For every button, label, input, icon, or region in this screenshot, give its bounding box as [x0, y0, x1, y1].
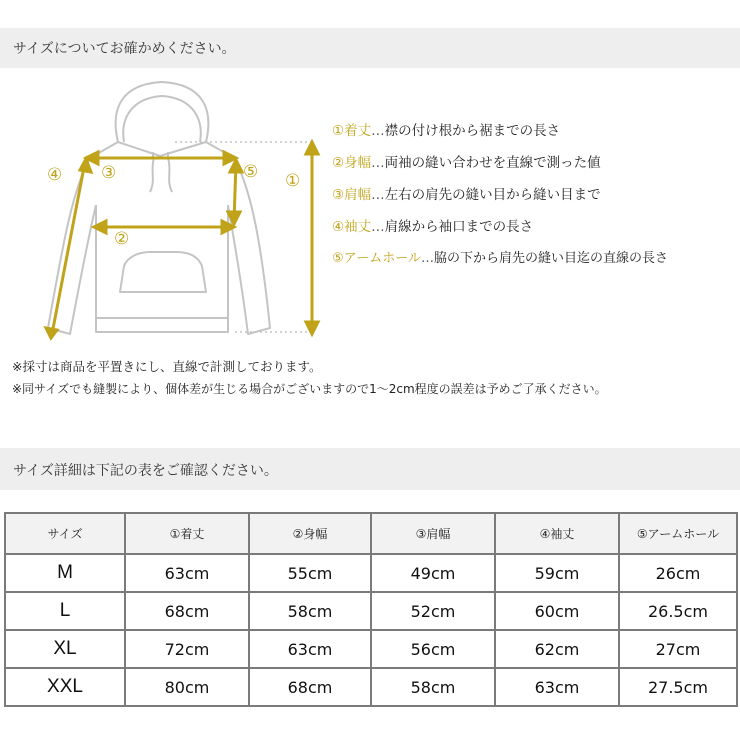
- size-cell: XXL: [5, 668, 125, 706]
- size-table-header: [0, 448, 740, 490]
- legend-label: ①着丈: [332, 123, 372, 139]
- length-arrow-head-bottom: [306, 322, 318, 334]
- legend-armhole: [332, 247, 668, 266]
- column-header: ⑤アームホール: [619, 513, 737, 554]
- column-header: サイズ: [5, 513, 125, 554]
- table-cell: 52cm: [371, 592, 495, 630]
- hoodie-outline: [48, 82, 270, 334]
- column-header: ④袖丈: [495, 513, 619, 554]
- legend-label: ②身幅: [332, 155, 372, 171]
- sleeve-arrow: [52, 162, 85, 334]
- column-header: ①着丈: [125, 513, 249, 554]
- legend-separator: …: [371, 123, 385, 139]
- legend-desc: 脇の下から肩先の縫い目迄の直線の長さ: [434, 251, 669, 266]
- length-arrow-head-top: [306, 142, 318, 154]
- table-cell: 60cm: [495, 592, 619, 630]
- legend-label: ④袖丈: [332, 219, 372, 235]
- table-cell: 68cm: [125, 592, 249, 630]
- legend-separator: …: [371, 155, 385, 171]
- table-cell: 56cm: [371, 630, 495, 668]
- size-check-header: [0, 28, 740, 68]
- table-cell: 55cm: [249, 554, 371, 592]
- table-cell: 80cm: [125, 668, 249, 706]
- table-cell: 26.5cm: [619, 592, 737, 630]
- column-header: ②身幅: [249, 513, 371, 554]
- label-armhole: ⑤: [243, 162, 259, 182]
- armhole-arrow-head-bottom: [228, 212, 240, 224]
- legend-length: [332, 119, 560, 139]
- table-cell: 72cm: [125, 630, 249, 668]
- legend-separator: …: [371, 219, 385, 235]
- label-shoulder: ③: [101, 163, 117, 183]
- legend-separator: …: [371, 187, 385, 203]
- legend-desc: 肩線から袖口までの長さ: [384, 219, 534, 235]
- table-row: [5, 630, 737, 668]
- table-cell: 58cm: [249, 592, 371, 630]
- size-table: [4, 512, 738, 707]
- table-cell: 49cm: [371, 554, 495, 592]
- label-width: ②: [114, 229, 130, 249]
- table-row: [5, 668, 737, 706]
- size-table-header-text: サイズ詳細は下記の表をご確認ください。: [13, 463, 278, 479]
- table-cell: 27.5cm: [619, 668, 737, 706]
- size-cell: L: [5, 592, 125, 630]
- table-cell: 68cm: [249, 668, 371, 706]
- measurement-note: ※採寸は商品を平置きにし、直線で計測しております。: [12, 359, 322, 374]
- table-cell: 63cm: [125, 554, 249, 592]
- table-cell: 62cm: [495, 630, 619, 668]
- table-row: [5, 554, 737, 592]
- label-sleeve: ④: [47, 165, 63, 185]
- armhole-arrow-head-top: [230, 160, 242, 172]
- table-header-row: [5, 513, 737, 554]
- legend-desc: 左右の肩先の縫い目から縫い目まで: [384, 187, 601, 203]
- legend-desc: 襟の付け根から裾までの長さ: [384, 123, 561, 139]
- legend-label: ⑤アームホール: [332, 251, 422, 266]
- column-header: ③肩幅: [371, 513, 495, 554]
- size-check-header-text: サイズについてお確かめください。: [13, 41, 236, 57]
- table-cell: 26cm: [619, 554, 737, 592]
- legend-separator: …: [421, 251, 435, 266]
- table-cell: 63cm: [495, 668, 619, 706]
- size-cell: XL: [5, 630, 125, 668]
- tolerance-note: ※同サイズでも縫製により、個体差が生じる場合がございますので1～2cm程度の誤差は予めご了承ください。: [12, 382, 607, 396]
- legend-shoulder: [332, 183, 601, 203]
- measure-arrows: [46, 142, 318, 338]
- table-cell: 59cm: [495, 554, 619, 592]
- table-cell: 63cm: [249, 630, 371, 668]
- legend-label: ③肩幅: [332, 187, 372, 203]
- table-row: [5, 592, 737, 630]
- table-cell: 58cm: [371, 668, 495, 706]
- legend-width: [332, 151, 601, 171]
- sleeve-arrow-head-bottom: [46, 328, 57, 338]
- size-cell: M: [5, 554, 125, 592]
- table-cell: 27cm: [619, 630, 737, 668]
- hoodie-diagram: [0, 70, 330, 350]
- legend-sleeve: [332, 215, 533, 235]
- label-length: ①: [285, 171, 301, 191]
- legend-desc: 両袖の縫い合わせを直線で測った値: [384, 155, 601, 171]
